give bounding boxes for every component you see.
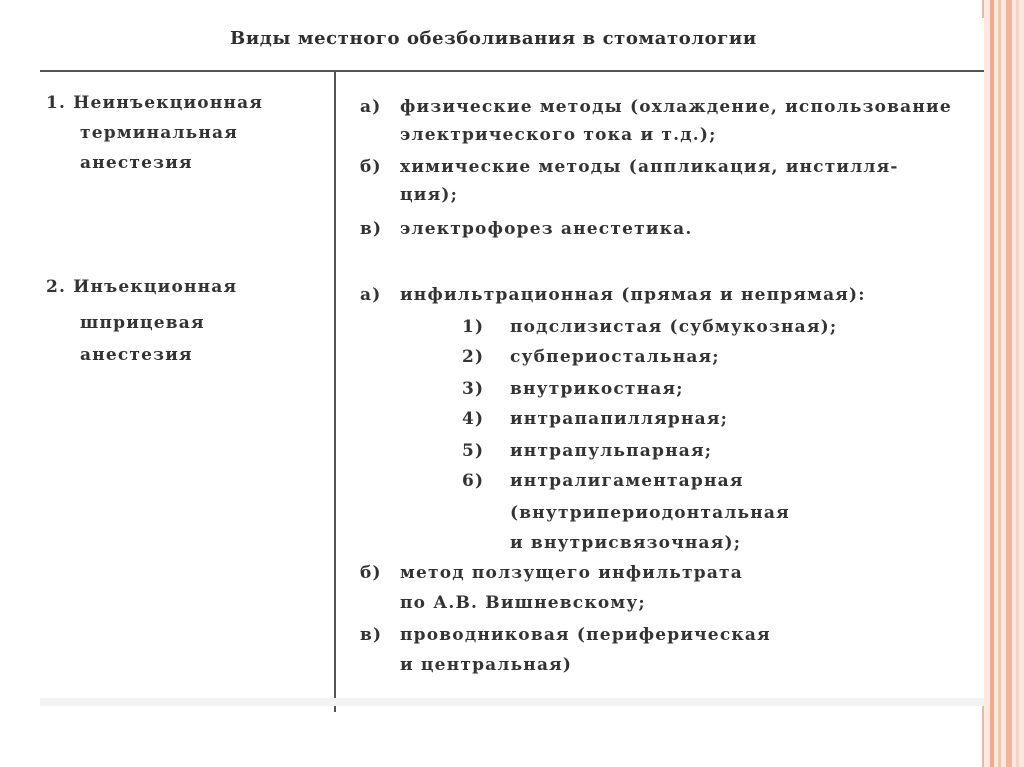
table-column-divider: [334, 72, 336, 712]
item-line: по А.В. Вишневскому;: [400, 593, 646, 613]
sub-item-continuation: (внутрипериодонтальная: [510, 503, 790, 523]
item-line: электрофорез анестетика.: [400, 219, 693, 239]
sub-number: 1): [462, 317, 485, 337]
scan-bottom-edge: [40, 698, 984, 706]
stripe: [998, 0, 1001, 767]
table-top-rule: [40, 70, 984, 72]
document-title: Виды местного обезболивания в стоматологии: [230, 28, 757, 49]
type2-line: 2. Инъекционная: [46, 277, 238, 297]
sub-item: интрапапиллярная;: [510, 409, 729, 429]
type1-line: 1. Неинъекционная: [46, 93, 264, 113]
item-line: метод ползущего инфильтрата: [400, 563, 743, 583]
type1-line: терминальная: [80, 123, 239, 143]
sub-number: 2): [462, 347, 485, 367]
sub-number: 3): [462, 379, 485, 399]
item-marker: б): [360, 157, 382, 177]
item-line: инфильтрационная (прямая и непрямая):: [400, 285, 866, 305]
type2-line: анестезия: [80, 345, 193, 365]
item-line: электрического тока и т.д.);: [400, 125, 717, 145]
item-marker: а): [360, 285, 382, 305]
item-marker: а): [360, 97, 382, 117]
scanned-table-image: [40, 18, 984, 698]
item-line: ция);: [400, 185, 459, 205]
item-marker: в): [360, 219, 383, 239]
item-line: и центральная): [400, 655, 573, 675]
sub-number: 4): [462, 409, 485, 429]
type1-line: анестезия: [80, 153, 193, 173]
item-marker: в): [360, 625, 383, 645]
item-line: физические методы (охлаждение, использование: [400, 97, 952, 117]
stripe: [990, 0, 994, 767]
stripe: [1016, 0, 1019, 767]
stripe: [1006, 0, 1012, 767]
sub-item: интралигаментарная: [510, 471, 744, 491]
sub-item: интрапульпарная;: [510, 441, 713, 461]
sub-item: внутрикостная;: [510, 379, 684, 399]
sub-number: 6): [462, 471, 485, 491]
type2-line: шприцевая: [80, 313, 205, 333]
sub-item: подслизистая (субмукозная);: [510, 317, 838, 337]
item-marker: б): [360, 563, 382, 583]
sub-number: 5): [462, 441, 485, 461]
decorative-stripes: [984, 0, 1024, 767]
item-line: проводниковая (периферическая: [400, 625, 771, 645]
item-line: химические методы (аппликация, инстилля-: [400, 157, 899, 177]
sub-item: субпериостальная;: [510, 347, 720, 367]
sub-item-continuation: и внутрисвязочная);: [510, 533, 742, 553]
